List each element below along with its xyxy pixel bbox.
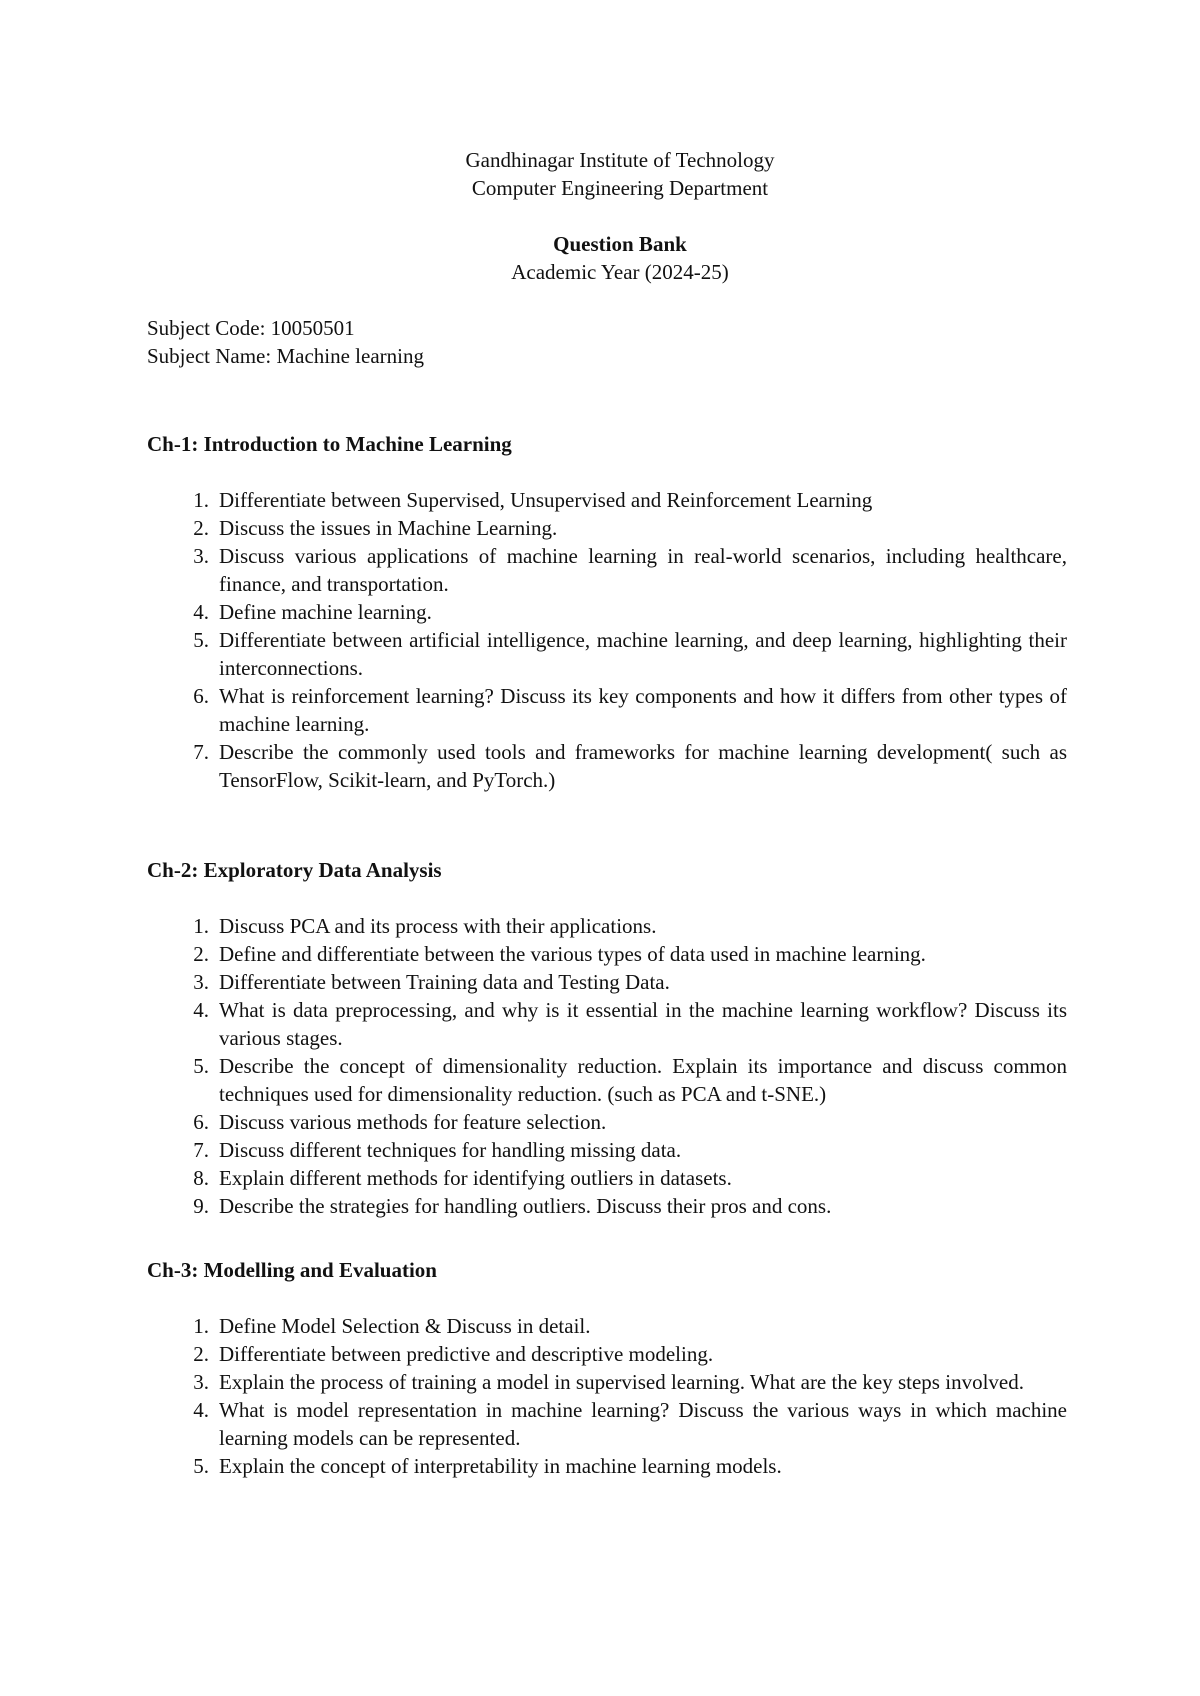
question-text: Discuss various applications of machine learning in real-world scenarios, including healthcare, finance, and transportation.	[219, 544, 1067, 596]
question-text: Discuss the issues in Machine Learning.	[219, 516, 558, 540]
question-item	[147, 738, 1067, 794]
subject-info	[147, 314, 424, 370]
question-text: Define Model Selection & Discuss in detail.	[219, 1314, 591, 1338]
question-number: 1.	[193, 488, 209, 512]
question-text: Differentiate between Training data and Testing Data.	[219, 970, 670, 994]
document-title: Question Bank	[553, 232, 687, 256]
question-number: 2.	[193, 942, 209, 966]
subject-code: Subject Code: 10050501	[147, 316, 355, 340]
question-text: Differentiate between Supervised, Unsupervised and Reinforcement Learning	[219, 488, 873, 512]
chapter-title: Ch-1: Introduction to Machine Learning	[147, 432, 512, 456]
question-number: 1.	[193, 1314, 209, 1338]
question-item	[147, 598, 1067, 626]
question-text: What is data preprocessing, and why is it essential in the machine learning workflow? Discuss its various stages.	[219, 998, 1067, 1050]
question-text: Discuss different techniques for handling missing data.	[219, 1138, 682, 1162]
question-item	[147, 1452, 1067, 1480]
question-item	[147, 1396, 1067, 1452]
question-item	[147, 626, 1067, 682]
question-number: 3.	[193, 544, 209, 568]
question-text: Describe the concept of dimensionality reduction. Explain its importance and discuss common techniques used for dimensionality reduction. (such as PCA and t-SNE.)	[219, 1054, 1067, 1106]
question-item	[147, 486, 1067, 514]
question-text: Explain the concept of interpretability in machine learning models.	[219, 1454, 782, 1478]
question-item	[147, 1340, 1067, 1368]
chapter-2	[147, 856, 1067, 1220]
academic-year: Academic Year (2024-25)	[511, 260, 729, 284]
question-text: Explain the process of training a model in supervised learning. What are the key steps involved.	[219, 1370, 1024, 1394]
question-number: 7.	[193, 740, 209, 764]
chapter-title: Ch-3: Modelling and Evaluation	[147, 1258, 437, 1282]
question-number: 5.	[193, 628, 209, 652]
question-text: Explain different methods for identifying outliers in datasets.	[219, 1166, 732, 1190]
question-item	[147, 514, 1067, 542]
question-item	[147, 1164, 1067, 1192]
document-header	[0, 146, 1200, 286]
question-text: Differentiate between artificial intelligence, machine learning, and deep learning, highlighting their interconnections.	[219, 628, 1067, 680]
question-text: Differentiate between predictive and descriptive modeling.	[219, 1342, 714, 1366]
question-item	[147, 1052, 1067, 1108]
question-number: 7.	[193, 1138, 209, 1162]
question-text: Describe the strategies for handling outliers. Discuss their pros and cons.	[219, 1194, 832, 1218]
question-list	[147, 486, 1067, 794]
question-number: 3.	[193, 970, 209, 994]
question-item	[147, 682, 1067, 738]
question-number: 5.	[193, 1054, 209, 1078]
question-list	[147, 912, 1067, 1220]
chapter-title: Ch-2: Exploratory Data Analysis	[147, 858, 442, 882]
question-item	[147, 968, 1067, 996]
question-item	[147, 996, 1067, 1052]
question-number: 4.	[193, 998, 209, 1022]
question-number: 6.	[193, 1110, 209, 1134]
question-number: 2.	[193, 516, 209, 540]
question-item	[147, 1108, 1067, 1136]
question-text: Discuss PCA and its process with their applications.	[219, 914, 657, 938]
question-number: 4.	[193, 1398, 209, 1422]
chapter-1	[147, 430, 1067, 794]
question-number: 3.	[193, 1370, 209, 1394]
question-item	[147, 940, 1067, 968]
question-text: Define and differentiate between the various types of data used in machine learning.	[219, 942, 926, 966]
department-name: Computer Engineering Department	[471, 176, 769, 200]
question-item	[147, 1192, 1067, 1220]
question-list	[147, 1312, 1067, 1480]
question-text: What is reinforcement learning? Discuss its key components and how it differs from other types of machine learning.	[219, 684, 1067, 736]
question-item	[147, 542, 1067, 598]
chapter-3	[147, 1256, 1067, 1480]
question-number: 5.	[193, 1454, 209, 1478]
question-number: 2.	[193, 1342, 209, 1366]
question-number: 4.	[193, 600, 209, 624]
question-item	[147, 1368, 1067, 1396]
question-item	[147, 1136, 1067, 1164]
subject-name: Subject Name: Machine learning	[147, 344, 424, 368]
question-text: What is model representation in machine learning? Discuss the various ways in which machine learning models can be represented.	[219, 1398, 1067, 1450]
question-number: 9.	[193, 1194, 209, 1218]
question-number: 8.	[193, 1166, 209, 1190]
question-text: Discuss various methods for feature selection.	[219, 1110, 607, 1134]
question-text: Define machine learning.	[219, 600, 432, 624]
question-text: Describe the commonly used tools and frameworks for machine learning development( such as TensorFlow, Scikit-learn, and PyTorch.)	[219, 740, 1067, 792]
question-number: 1.	[193, 914, 209, 938]
question-item	[147, 912, 1067, 940]
question-item	[147, 1312, 1067, 1340]
institute-name: Gandhinagar Institute of Technology	[465, 148, 775, 172]
question-number: 6.	[193, 684, 209, 708]
